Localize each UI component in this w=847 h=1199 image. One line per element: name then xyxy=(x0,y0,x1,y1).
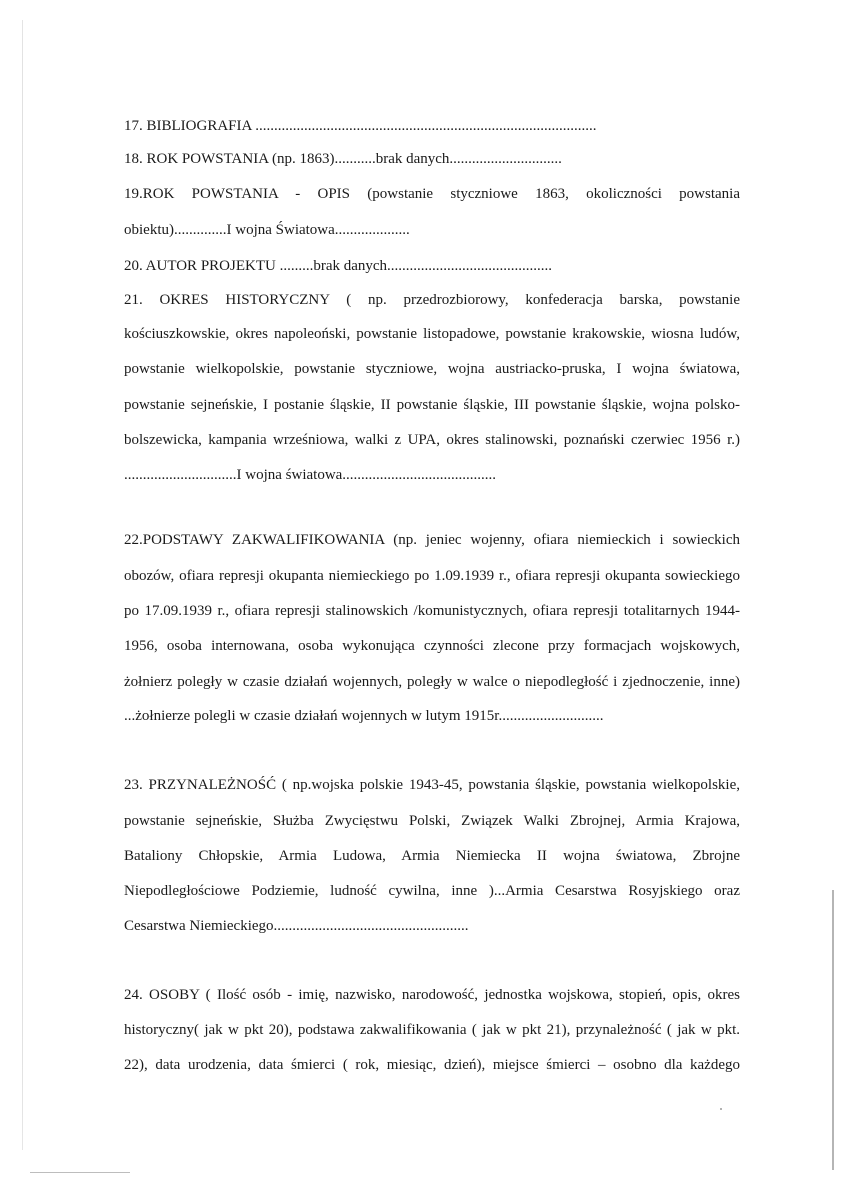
text-line: 18. ROK POWSTANIA (np. 1863)...........brak danych.............................. xyxy=(124,151,562,167)
text-line: ...żołnierze polegli w czasie działań wojennych w lutym 1915r............................ xyxy=(124,708,604,724)
text-line: Niepodległościowe Podziemie, ludność cywilna, inne )...Armia Cesarstwa Rosyjskiego oraz xyxy=(124,883,740,899)
text-line: 22.PODSTAWY ZAKWALIFIKOWANIA (np. jeniec wojenny, ofiara niemieckich i sowieckich xyxy=(124,532,740,548)
text-line: 1956, osoba internowana, osoba wykonująca czynności zlecone przy formacjach wojskowych, xyxy=(124,638,740,654)
text-line: bolszewicka, kampania wrześniowa, walki z UPA, okres stalinowski, poznański czerwiec 1956 r.) xyxy=(124,432,740,448)
text-line: obiektu)..............I wojna Światowa.................... xyxy=(124,222,410,238)
text-line: Bataliony Chłopskie, Armia Ludowa, Armia Niemiecka II wojna światowa, Zbrojne xyxy=(124,848,740,864)
scan-edge-left xyxy=(22,20,23,1150)
text-line: 19.ROK POWSTANIA - OPIS (powstanie styczniowe 1863, okoliczności powstania xyxy=(124,186,740,202)
text-line: kościuszkowskie, okres napoleoński, powstanie listopadowe, powstanie krakowskie, wiosna ludów, xyxy=(124,326,740,342)
text-line: 24. OSOBY ( Ilość osób - imię, nazwisko, narodowość, jednostka wojskowa, stopień, opis, okres xyxy=(124,987,740,1003)
text-line: 23. PRZYNALEŻNOŚĆ ( np.wojska polskie 1943-45, powstania śląskie, powstania wielkopolskie, xyxy=(124,777,740,793)
scan-edge-right xyxy=(832,890,834,1170)
text-line: 22), data urodzenia, data śmierci ( rok, miesiąc, dzień), miejsce śmierci – osobno dla każdego xyxy=(124,1057,740,1073)
text-line: ..............................I wojna światowa......................................... xyxy=(124,467,497,483)
text-line: 17. BIBLIOGRAFIA ........................................................................................... xyxy=(124,118,597,134)
text-line: powstanie wielkopolskie, powstanie styczniowe, wojna austriacko-pruska, I wojna światowa, xyxy=(124,361,740,377)
scan-speck xyxy=(720,1108,722,1110)
text-line: historyczny( jak w pkt 20), podstawa zakwalifikowania ( jak w pkt 21), przynależność ( jak w pkt. xyxy=(124,1022,740,1038)
text-line: powstanie sejneńskie, Służba Zwycięstwu Polski, Związek Walki Zbrojnej, Armia Krajowa, xyxy=(124,813,740,829)
scan-edge-bottom xyxy=(30,1172,130,1173)
text-line: Cesarstwa Niemieckiego.................................................... xyxy=(124,918,469,934)
text-line: 21. OKRES HISTORYCZNY ( np. przedrozbiorowy, konfederacja barska, powstanie xyxy=(124,292,740,308)
text-line: po 17.09.1939 r., ofiara represji stalinowskich /komunistycznych, ofiara represji totalitarnych 1944- xyxy=(124,603,740,619)
text-line: żołnierz poległy w czasie działań wojennych, poległy w walce o niepodległość i zjednoczenie, inne) xyxy=(124,674,740,690)
text-line: 20. AUTOR PROJEKTU .........brak danych............................................ xyxy=(124,258,553,274)
text-line: obozów, ofiara represji okupanta niemieckiego po 1.09.1939 r., ofiara represji okupanta sowieckiego xyxy=(124,568,740,584)
text-line: powstanie sejneńskie, I postanie śląskie, II powstanie śląskie, III powstanie śląskie, wojna polsko- xyxy=(124,397,740,413)
